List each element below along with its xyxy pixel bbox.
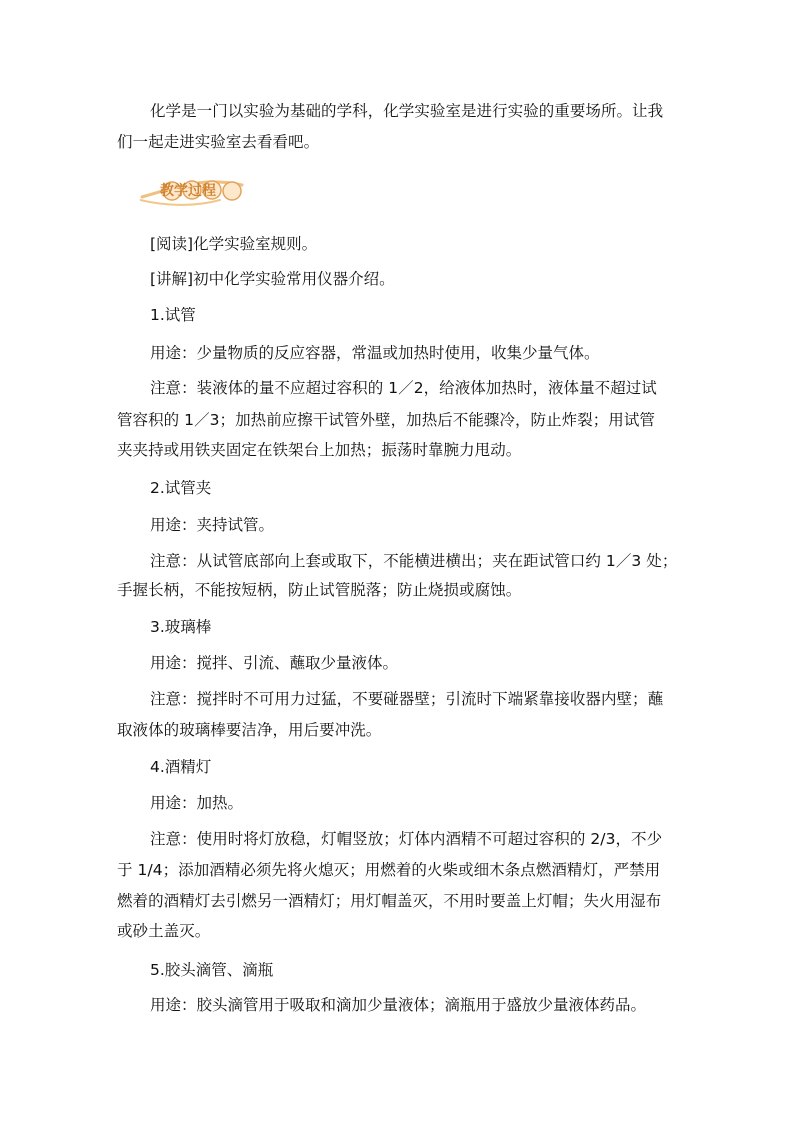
item-4-note-line-3: 燃着的酒精灯去引燃另一酒精灯；用灯帽盖灭，不用时要盖上灯帽；失火用湿布 xyxy=(117,892,662,910)
lecture-line: [讲解]初中化学实验常用仪器介绍。 xyxy=(150,270,395,288)
item-4-note-line-1: 注意：使用时将灯放稳，灯帽竖放；灯体内酒精不可超过容积的 2/3，不少 xyxy=(150,830,663,848)
intro-paragraph-line-1: 化学是一门以实验为基础的学科，化学实验室是进行实验的重要场所。让我 xyxy=(150,102,664,120)
item-2-title: 2.试管夹 xyxy=(150,479,212,497)
item-4-note-line-2: 于 1/4；添加酒精必须先将火熄灭；用燃着的火柴或细木条点燃酒精灯，严禁用 xyxy=(117,861,661,879)
item-3-title: 3.玻璃棒 xyxy=(150,618,212,636)
item-2-note-line-1: 注意：从试管底部向上套或取下，不能横进横出；夹在距试管口约 1／3 处； xyxy=(150,552,678,570)
item-2-use: 用途：夹持试管。 xyxy=(150,516,275,534)
item-1-title: 1.试管 xyxy=(150,306,196,324)
item-5-title: 5.胶头滴管、滴瓶 xyxy=(150,961,274,979)
item-2-note-line-2: 手握长柄，不能按短柄，防止试管脱落；防止烧损或腐蚀。 xyxy=(117,581,522,599)
item-4-use: 用途：加热。 xyxy=(150,794,244,812)
item-3-note-line-2: 取液体的玻璃棒要洁净，用后要冲洗。 xyxy=(117,721,382,739)
item-3-note-line-1: 注意：搅拌时不可用力过猛，不要碰器壁；引流时下端紧靠接收器内壁；蘸 xyxy=(150,690,664,708)
item-5-use: 用途：胶头滴管用于吸取和滴加少量液体；滴瓶用于盛放少量液体药品。 xyxy=(150,996,647,1014)
reading-line: [阅读]化学实验室规则。 xyxy=(150,235,318,253)
item-3-use: 用途：搅拌、引流、蘸取少量液体。 xyxy=(150,654,399,672)
item-4-title: 4.酒精灯 xyxy=(150,758,212,776)
item-1-use: 用途：少量物质的反应容器，常温或加热时使用，收集少量气体。 xyxy=(150,344,600,362)
item-4-note-line-4: 或砂土盖灭。 xyxy=(117,922,211,940)
item-1-note-line-2: 管容积的 1／3；加热前应擦干试管外壁，加热后不能骤冷，防止炸裂；用试管 xyxy=(117,411,655,429)
item-1-note-line-1: 注意：装液体的量不应超过容积的 1／2，给液体加热时，液体量不超过试 xyxy=(150,379,657,397)
section-title: 教学过程 xyxy=(160,183,216,199)
intro-paragraph-line-2: 们一起走进实验室去看看吧。 xyxy=(117,133,320,151)
teaching-process-badge xyxy=(140,172,260,212)
item-1-note-line-3: 夹夹持或用铁夹固定在铁架台上加热；振荡时靠腕力甩动。 xyxy=(117,441,522,459)
